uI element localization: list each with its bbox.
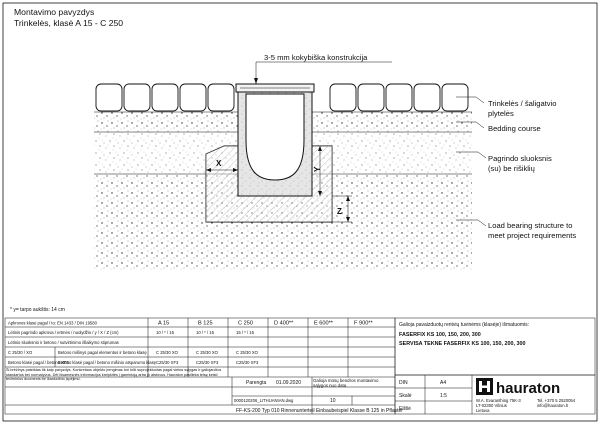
table-row-4-label: Betono klasė pagal / betono mišinio atsparumo klasę — [58, 360, 156, 365]
date-value: 01.09.2020 — [276, 380, 302, 386]
top-callout — [254, 53, 392, 84]
scale-value: 1:5 — [440, 393, 447, 399]
product-heading: Galioja pavaizduotų rentvių tuvinėms (klasėje) išmatuomis: — [399, 322, 530, 328]
format-value: A4 — [440, 380, 447, 386]
table-row-4-a15: C25/30 XF3 — [156, 360, 179, 365]
product-line-2: SERVISA TEKNE FASERFIX KS 100, 150, 200, 300 — [399, 341, 526, 347]
address-3: Lietuva — [476, 408, 490, 413]
callout-bedding: Bedding course — [488, 124, 541, 133]
title-line-1: Montavimo pavyzdys — [14, 7, 95, 17]
table-row-3-a15: C 25/30 XO — [156, 350, 178, 355]
callout-pavers-2: plytelės — [488, 109, 514, 118]
pavers-right — [330, 84, 468, 111]
product-line-1: FASERFIX KS 100, 150, 200, 300 — [399, 332, 481, 338]
class-c250: C 250 — [238, 320, 253, 327]
table-row-2-label: Lėtinio sluoksnio ir betono / sutvirtinimo išlaikymo stiprumas — [8, 340, 119, 345]
phone: Tel. +370 5 2520054 — [537, 398, 576, 403]
callout-pavers-1: Trinkelės / šaligatvio — [488, 99, 557, 108]
table-col0-header: Apkrovos klasė pagal / to: EN 1433 / DIN 19580 — [8, 320, 97, 326]
table-row-3-b125: C 25/30 XO — [196, 350, 218, 355]
class-d400: D 400** — [274, 320, 294, 327]
dimension-y-label: Y — [313, 166, 322, 172]
address-2: LT-02300 Vilnius — [476, 403, 507, 408]
logo-wordmark: hauraton — [496, 380, 561, 397]
dimension-x-label: X — [216, 159, 222, 168]
channel-inner — [246, 94, 304, 180]
drawing-number: 10 — [330, 398, 336, 404]
format-label: DIN — [399, 380, 408, 386]
date-label: Parengta — [246, 380, 267, 386]
disclaimer-text: Ši brėžinys pateiktas tik kaip pavyzdys. Konkretaus objekto įrengimas turi būti suprojektuotas pagal vietos sąlygas ir galiojančius standartus bei normatyvus. Dėl išsamesnės informacijos kreipkitės į gamintoją arba jo atstovus. Hauraton pasilieka teisę keisti techninius duomenis be išankstinio įspėjimo. — [6, 368, 222, 382]
class-b125: B 125 — [198, 320, 213, 327]
table-row-3-c250: C 25/30 XO — [236, 350, 258, 355]
callout-load-2: meet project requirements — [488, 231, 577, 240]
table-side-label-1: C 25/30 / XO — [8, 350, 33, 355]
table-row-1-a15: 10 / * / 15 — [156, 330, 174, 335]
class-e600: E 600** — [314, 320, 333, 327]
table-row-4-b125: C25/30 XF3 — [196, 360, 219, 365]
class-a15: A 15 — [158, 320, 170, 327]
scale-label: Skalė — [399, 393, 412, 399]
top-callout-text: 3-5 mm kokybiška konstrukcija — [264, 53, 368, 62]
table-row-1-c250: 15 / * / 15 — [236, 330, 254, 335]
table-side-label-2: Betono klasė pagal / betono XF3 — [8, 360, 69, 365]
callout-base-2: (su) be rišiklių — [488, 164, 535, 173]
sheet-label: Eilišė — [399, 406, 411, 412]
table-row-4-c250: C25/30 XF3 — [236, 360, 259, 365]
titleblock-right — [395, 375, 595, 414]
footnote: * y= tarpo aukštis: 14 cm — [10, 307, 65, 313]
validity-text: Galioja mūsų bendros montavimo sąlygos nuo data — [313, 378, 379, 389]
dimension-z-label: Z — [337, 207, 342, 216]
email: info@hauraton.lt — [537, 403, 568, 408]
table-row-1-label: Lėtinis pagrindo apkrova / ertmės / nuolydžio / y / X / Z (cm) — [8, 330, 119, 335]
drainage-channel — [236, 84, 314, 196]
drawing-caption: FF-KS-200 Typ 010 Rinnenunterteil Einbaubeispiel Klasse B 125 in Pflaster — [236, 408, 403, 414]
table-row-3-label: Betono mišinys pagal elementus ir betono klasę — [58, 350, 147, 355]
drawing-filename: 0000120206_LITHUANIAN.dwg — [234, 398, 294, 403]
address-1: W.A. Evaranthing 75K-3 — [476, 398, 521, 403]
title-line-2: Trinkelės, klasė A 15 - C 250 — [14, 18, 124, 28]
hauraton-logo-icon — [476, 378, 493, 395]
pavers-left — [96, 84, 234, 111]
table-row-1-b125: 10 / * / 15 — [196, 330, 214, 335]
callout-load-1: Load bearing structure to — [488, 221, 573, 230]
callout-base-1: Pagrindo sluoksnis — [488, 154, 552, 163]
class-f900: F 900** — [354, 320, 373, 327]
